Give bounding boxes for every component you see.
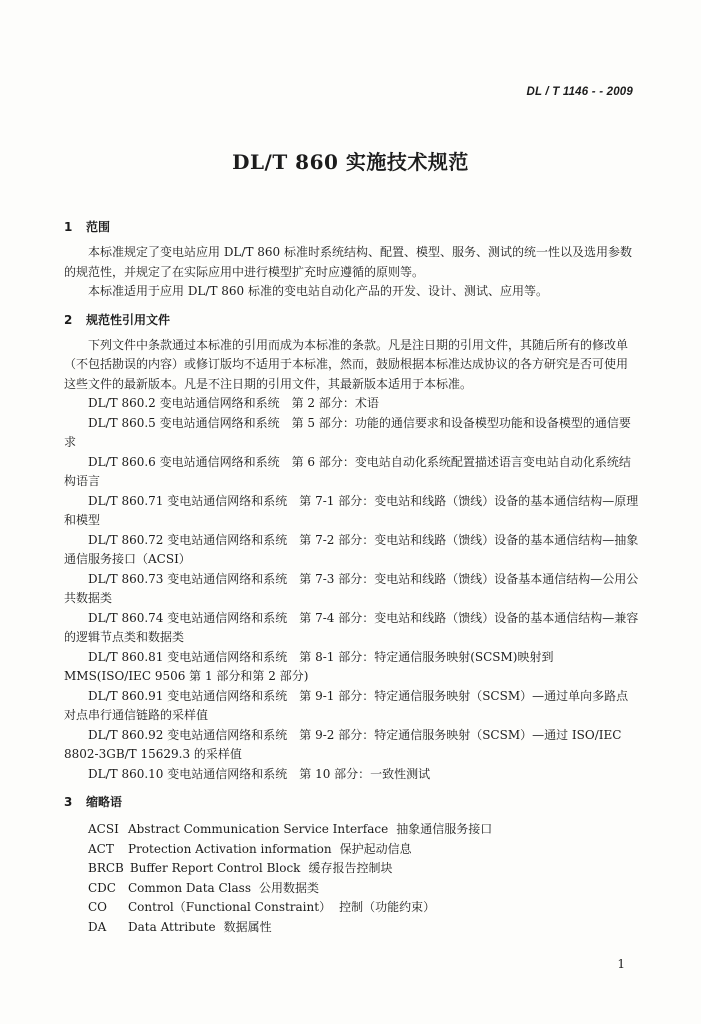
- abbreviation-code: DA: [88, 919, 107, 934]
- reference-item: DL/T 860.74 变电站通信网络和系统 第 7-4 部分：变电站和线路（馈线）设备的基本通信结构—兼容的逻辑节点类和数据类: [64, 610, 639, 644]
- abbreviation-english: Abstract Communication Service Interface: [128, 822, 389, 836]
- abbreviation-english: Control（Functional Constraint）: [128, 900, 332, 914]
- abbreviation-english: Protection Activation information: [128, 841, 332, 856]
- abbreviation-item: [64, 820, 639, 840]
- section-number: 3: [64, 795, 73, 809]
- document-body: [64, 218, 639, 937]
- abbreviation-chinese: 缓存报告控制块: [308, 861, 393, 875]
- section-heading-normative-references: [64, 311, 639, 328]
- reference-item: DL/T 860.10 变电站通信网络和系统 第 10 部分：一致性测试: [88, 766, 431, 781]
- section-heading-scope: [64, 218, 639, 235]
- abbreviation-code: CDC: [88, 880, 116, 895]
- abbreviation-code: ACT: [88, 841, 114, 856]
- abbreviation-english: Buffer Report Control Block: [129, 861, 301, 875]
- abbreviation-item: [64, 879, 639, 899]
- abbreviation-english: Common Data Class: [128, 880, 251, 895]
- section-title: 规范性引用文件: [86, 312, 171, 327]
- references-intro: 下列文件中条款通过本标准的引用而成为本标准的条款。凡是注日期的引用文件，其随后所有的修改单（不包括勘误的内容）或修订版均不适用于本标准，然而，鼓励根据本标准达成协议的各方研究是否可使用这些文件的最新版本。凡是不注日期的引用文件，其最新版本适用于本标准。: [64, 337, 629, 391]
- abbreviation-item: [64, 918, 639, 938]
- abbreviation-list: [64, 820, 639, 937]
- abbreviation-code: BRCB: [88, 861, 124, 875]
- reference-item: DL/T 860.81 变电站通信网络和系统 第 8-1 部分：特定通信服务映射(SCSM)映射到 MMS(ISO/IEC 9506 第 1 部分和第 2 部分): [64, 649, 554, 683]
- section-number: 2: [64, 312, 73, 327]
- abbreviation-item: [64, 840, 639, 860]
- reference-item: DL/T 860.91 变电站通信网络和系统 第 9-1 部分：特定通信服务映射（SCSM）—通过单向多路点对点串行通信链路的采样值: [64, 688, 629, 722]
- abbreviation-chinese: 抽象通信服务接口: [396, 822, 493, 836]
- section-number: 1: [64, 220, 73, 234]
- document-title: DL/T 860 实施技术规范: [232, 150, 469, 174]
- reference-item: DL/T 860.73 变电站通信网络和系统 第 7-3 部分：变电站和线路（馈线）设备基本通信结构—公用公共数据类: [64, 571, 639, 605]
- abbreviation-chinese: 控制（功能约束）: [339, 900, 436, 914]
- reference-item: DL/T 860.5 变电站通信网络和系统 第 5 部分：功能的通信要求和设备模型功能和设备模型的通信要求: [64, 415, 631, 449]
- abbreviation-item: [64, 898, 639, 918]
- reference-item: DL/T 860.6 变电站通信网络和系统 第 6 部分：变电站自动化系统配置描述语言变电站自动化系统结构语言: [64, 454, 631, 488]
- abbreviation-chinese: 数据属性: [223, 919, 272, 934]
- section-heading-abbreviations: [64, 793, 639, 810]
- page-number: 1: [617, 957, 625, 971]
- abbreviation-code: CO: [88, 900, 108, 914]
- abbreviation-english: Data Attribute: [128, 919, 216, 934]
- reference-item: DL/T 860.92 变电站通信网络和系统 第 9-2 部分：特定通信服务映射（SCSM）—通过 ISO/IEC 8802-3GB/T 15629.3 的采样值: [64, 727, 622, 761]
- document-code-header: DL / T 1146 - - 2009: [526, 86, 633, 98]
- abbreviation-chinese: 保护起动信息: [339, 841, 412, 856]
- section-title: 范围: [86, 220, 111, 234]
- section-title: 缩略语: [86, 795, 123, 809]
- reference-item: DL/T 860.72 变电站通信网络和系统 第 7-2 部分：变电站和线路（馈线）设备的基本通信结构—抽象通信服务接口（ACSI）: [64, 532, 639, 566]
- abbreviation-chinese: 公用数据类: [259, 880, 320, 895]
- scope-paragraph: 本标准规定了变电站应用 DL/T 860 标准时系统结构、配置、模型、服务、测试的统一性以及选用参数的规范性，并规定了在实际应用中进行模型扩充时应遵循的原则等。: [64, 245, 632, 279]
- reference-item: DL/T 860.2 变电站通信网络和系统 第 2 部分：术语: [88, 396, 379, 410]
- abbreviation-code: ACSI: [88, 822, 119, 836]
- scope-paragraph: 本标准适用于应用 DL/T 860 标准的变电站自动化产品的开发、设计、测试、应用等。: [88, 284, 548, 298]
- abbreviation-item: [64, 859, 639, 879]
- reference-item: DL/T 860.71 变电站通信网络和系统 第 7-1 部分：变电站和线路（馈线）设备的基本通信结构—原理和模型: [64, 493, 639, 527]
